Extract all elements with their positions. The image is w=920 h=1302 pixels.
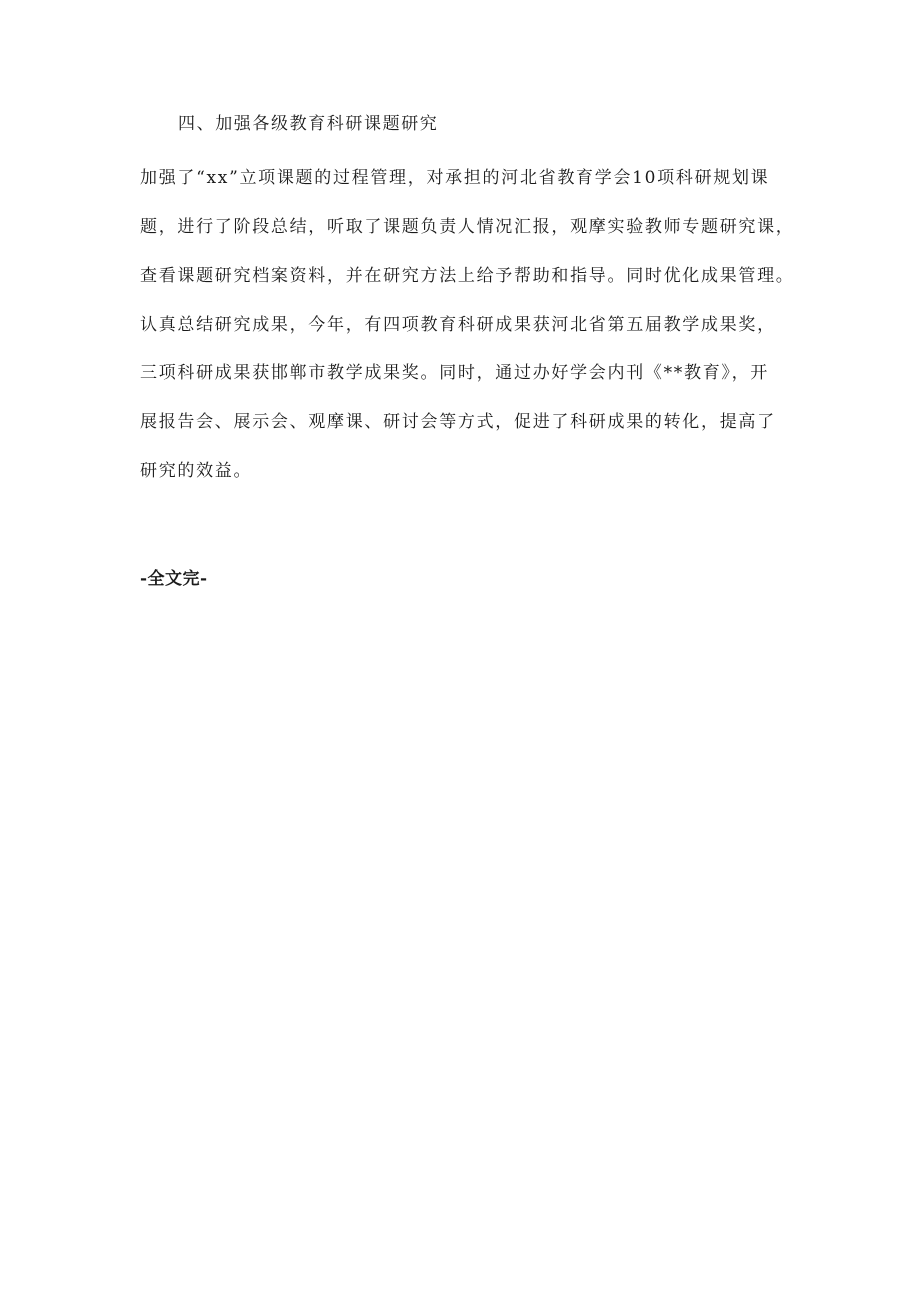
section-heading: 四、加强各级教育科研课题研究 — [178, 114, 439, 134]
paragraph-line: 认真总结研究成果，今年，有四项教育科研成果获河北省第五届教学成果奖， — [140, 315, 776, 335]
paragraph-line: 加强了“xx”立项课题的过程管理，对承担的河北省教育学会10项科研规划课 — [140, 168, 770, 188]
paragraph-line: 查看课题研究档案资料，并在研究方法上给予帮助和指导。同时优化成果管理。 — [140, 266, 795, 286]
paragraph-line: 题，进行了阶段总结，听取了课题负责人情况汇报，观摩实验教师专题研究课， — [140, 217, 795, 237]
paragraph-line: 展报告会、展示会、观摩课、研讨会等方式，促进了科研成果的转化，提高了 — [140, 412, 776, 432]
end-of-text-mark: -全文完- — [140, 569, 208, 589]
paragraph-line: 三项科研成果获邯郸市教学成果奖。同时，通过办好学会内刊《**教育》，开 — [140, 363, 769, 383]
paragraph-line: 研究的效益。 — [140, 461, 253, 481]
